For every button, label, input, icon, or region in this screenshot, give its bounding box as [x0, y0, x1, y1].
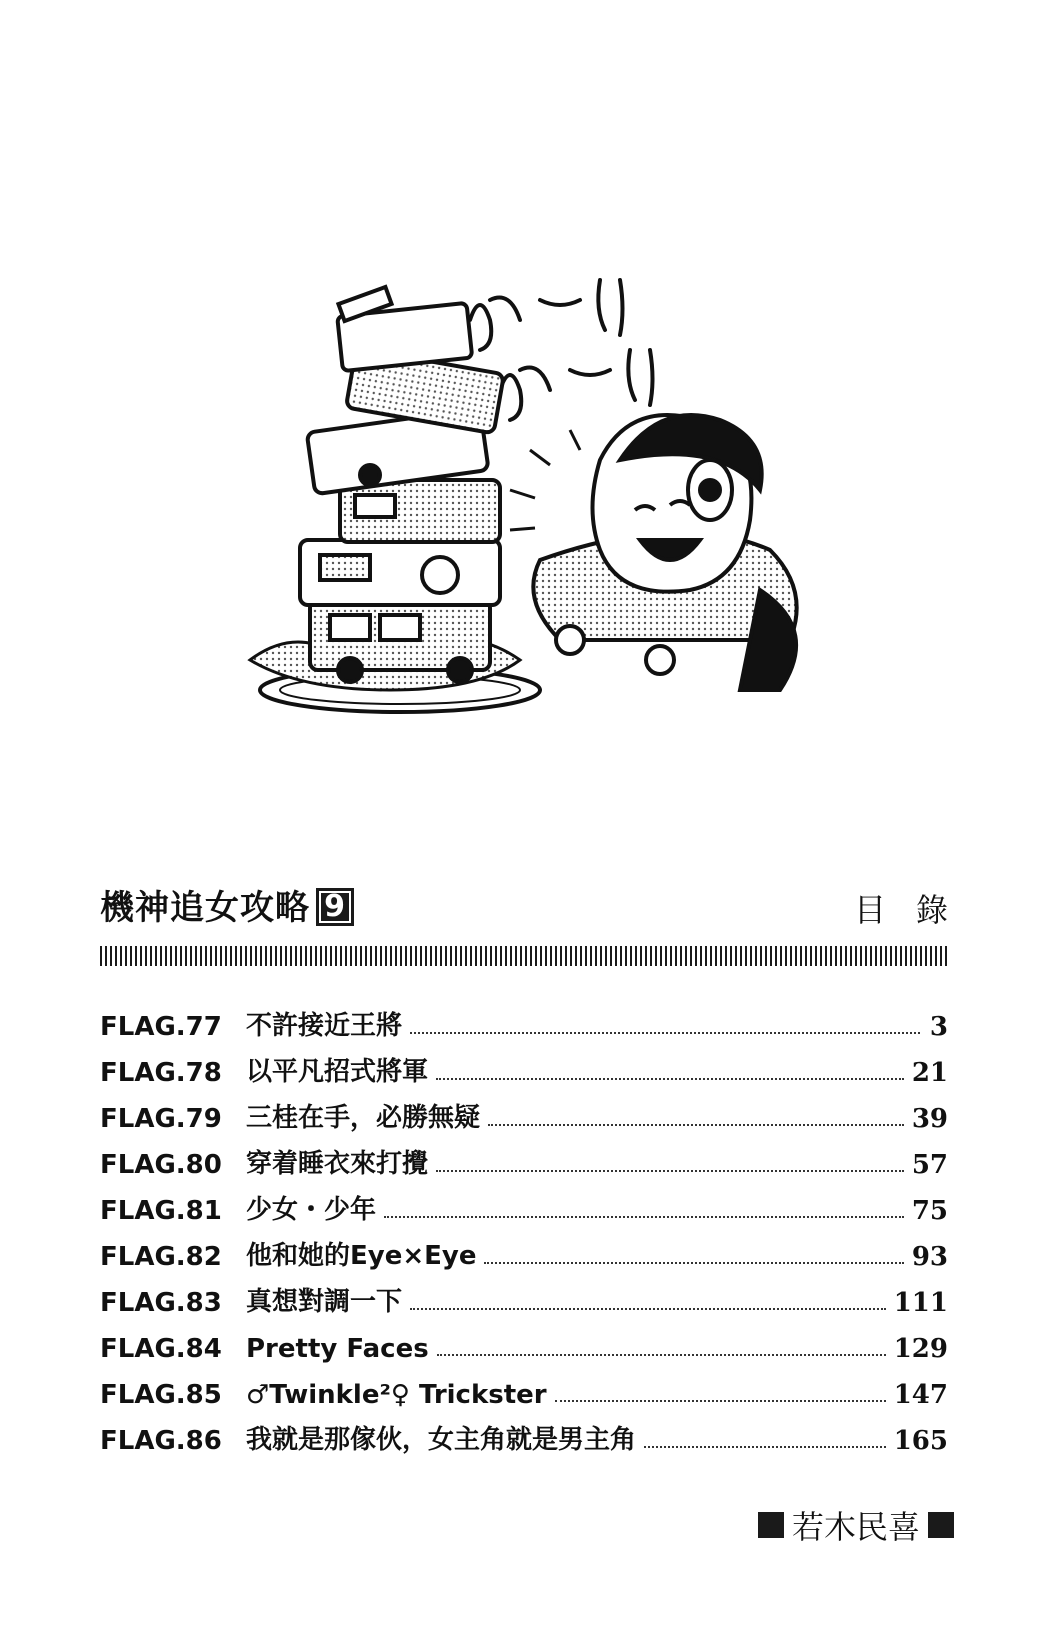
page-number: 39: [911, 1104, 948, 1134]
dot-leader: [410, 1308, 886, 1310]
page-number: 147: [893, 1380, 948, 1410]
chapter-flag: FLAG.86: [100, 1426, 222, 1456]
volume-badge: 9: [316, 888, 354, 926]
chapter-title: 不許接近王將: [246, 1011, 403, 1041]
page-number: 21: [911, 1058, 948, 1088]
chapter-flag: FLAG.79: [100, 1104, 222, 1134]
page-number: 3: [929, 1012, 948, 1042]
divider-rule: [100, 946, 948, 966]
page-number: 129: [893, 1334, 948, 1364]
chapter-title: 我就是那傢伙，女主角就是男主角: [246, 1425, 637, 1455]
toc-entry: [100, 1364, 948, 1410]
book-title: [100, 884, 354, 932]
chapter-flag: FLAG.80: [100, 1150, 222, 1180]
girl-figure: [533, 415, 796, 690]
toc-entry: [100, 1272, 948, 1318]
cover-illustration: [240, 260, 820, 740]
dot-leader: [410, 1032, 920, 1034]
page-number: 75: [911, 1196, 948, 1226]
book-title-text: 機神追女攻略: [100, 888, 310, 928]
black-square-icon: [758, 1512, 784, 1538]
dot-leader: [384, 1216, 904, 1218]
toc-entry: [100, 1410, 948, 1456]
dot-leader: [436, 1170, 904, 1172]
dot-leader: [437, 1354, 886, 1356]
chapter-title: 少女・少年: [246, 1195, 377, 1225]
toc-entry: [100, 1088, 948, 1134]
chapter-title: 他和她的Eye×Eye: [246, 1241, 477, 1271]
dot-leader: [488, 1124, 904, 1126]
page-number: 111: [893, 1288, 948, 1318]
chapter-flag: FLAG.77: [100, 1012, 222, 1042]
toc-heading: 目錄: [853, 891, 978, 929]
dot-leader: [484, 1262, 903, 1264]
chapter-title: 穿着睡衣來打攪: [246, 1149, 429, 1179]
header: [100, 884, 978, 938]
toc-entry: [100, 1042, 948, 1088]
page-number: 93: [911, 1242, 948, 1272]
chapter-title: Pretty Faces: [246, 1334, 429, 1364]
chapter-flag: FLAG.78: [100, 1058, 222, 1088]
dot-leader: [644, 1446, 886, 1448]
girl-eating-toy-trucks-illustration: [240, 260, 820, 740]
toc-entry: [100, 1318, 948, 1364]
chapter-title: 三桂在手，必勝無疑: [246, 1103, 481, 1133]
page-number: 57: [911, 1150, 948, 1180]
chapter-flag: FLAG.85: [100, 1380, 222, 1410]
chapter-title: 以平凡招式將軍: [246, 1057, 429, 1087]
chapter-flag: FLAG.84: [100, 1334, 222, 1364]
dot-leader: [555, 1400, 886, 1402]
toc-entry: [100, 1226, 948, 1272]
stacked-trucks: [300, 287, 504, 682]
chapter-title: 真想對調一下: [246, 1287, 403, 1317]
toc-entry: [100, 996, 948, 1042]
author-credit: [750, 1502, 962, 1548]
toc-entry: [100, 1134, 948, 1180]
toc-entry: [100, 1180, 948, 1226]
chapter-flag: FLAG.83: [100, 1288, 222, 1318]
excitement-lines: [510, 430, 580, 530]
chapter-flag: FLAG.81: [100, 1196, 222, 1226]
chapter-flag: FLAG.82: [100, 1242, 222, 1272]
toc-list: [100, 996, 948, 1456]
dot-leader: [436, 1078, 904, 1080]
black-square-icon: [928, 1512, 954, 1538]
author-name: 若木民喜: [791, 1508, 920, 1546]
chapter-title: ♂Twinkle²♀ Trickster: [246, 1380, 547, 1410]
page-number: 165: [893, 1426, 948, 1456]
